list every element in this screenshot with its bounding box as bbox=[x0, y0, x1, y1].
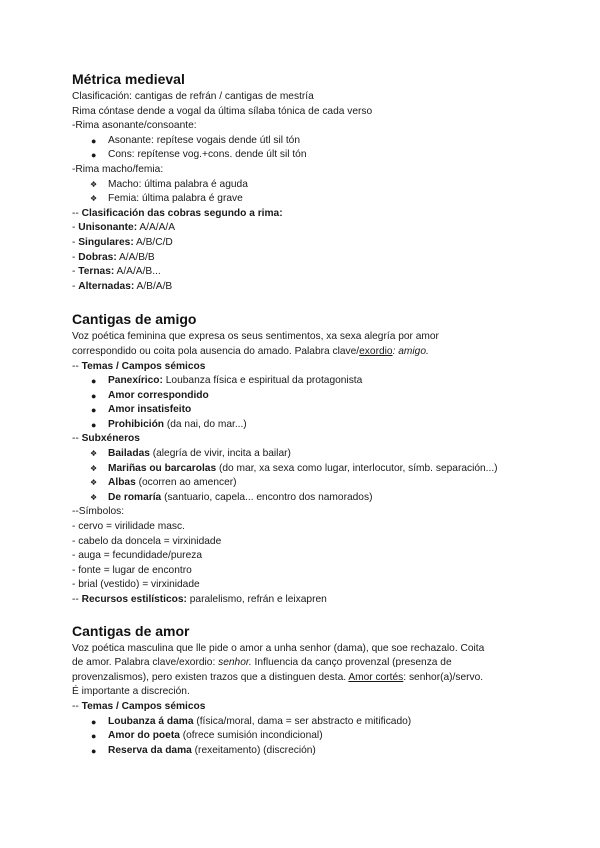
diamond-bullet-icon: ❖ bbox=[90, 179, 98, 189]
bullet-icon: ● bbox=[91, 390, 97, 401]
recursos-line: -- Recursos estilísticos: paralelismo, refrán e leixapren bbox=[72, 594, 327, 605]
diamond-bullet-icon: ❖ bbox=[90, 478, 98, 488]
simbolo-item: - cervo = virilidade masc. bbox=[72, 521, 185, 533]
diamond-bullet-icon: ❖ bbox=[90, 463, 98, 473]
simbolo-item: - brial (vestido) = virxinidade bbox=[72, 579, 200, 591]
text-line: -Rima asonante/consoante: bbox=[72, 120, 197, 132]
bullet-icon: ● bbox=[91, 419, 97, 430]
text-line: Rima cóntase dende a vogal da última sílaba tónica de cada verso bbox=[72, 105, 373, 117]
text-line: Voz poética feminina que expresa os seus sentimentos, xa sexa alegría por amor bbox=[72, 331, 439, 343]
list-item: ● Prohibición (da nai, do mar...) bbox=[72, 418, 542, 433]
cobra-item: - Dobras: A/A/B/B bbox=[72, 251, 155, 263]
temas-list bbox=[72, 374, 542, 432]
temas-heading: -- Temas / Campos sémicos bbox=[72, 360, 206, 372]
bullet-icon: ● bbox=[91, 150, 97, 161]
bullet-icon: ● bbox=[91, 405, 97, 416]
cobra-item: - Alternadas: A/B/A/B bbox=[72, 280, 173, 292]
list-item: ● Panexírico: Loubanza física e espiritual da protagonista bbox=[72, 374, 542, 389]
cobra-item: - Singulares: A/B/C/D bbox=[72, 236, 173, 248]
document-content bbox=[72, 70, 542, 758]
simbolo-item: - fonte = lugar de encontro bbox=[72, 564, 192, 576]
list-item: ● Amor insatisfeito bbox=[72, 403, 542, 418]
bullet-icon: ● bbox=[91, 745, 97, 756]
list-item: ❖ De romaría (santuario, capela... encontro dos namorados) bbox=[72, 491, 542, 506]
heading-cantigas-de-amigo: Cantigas de amigo bbox=[72, 311, 197, 328]
text-line: Clasificación: cantigas de refrán / cantigas de mestría bbox=[72, 91, 314, 102]
bullet-icon: ● bbox=[91, 135, 97, 146]
list-item: ● Amor do poeta (ofrece sumisión incondicional) bbox=[72, 729, 542, 744]
simbolos-heading: --Símbolos: bbox=[72, 506, 125, 518]
diamond-bullet-icon: ❖ bbox=[90, 449, 98, 459]
list-item: ● Reserva da dama (rexeitamento) (discreción) bbox=[72, 744, 542, 759]
simbolo-item: - cabelo da doncela = virxinidade bbox=[72, 535, 222, 547]
subxeneros-heading: -- Subxéneros bbox=[72, 433, 140, 445]
list-item: ❖ Mariñas ou barcarolas (do mar, xa sexa como lugar, interlocutor, símb. separación...) bbox=[72, 462, 503, 477]
bullet-icon: ● bbox=[91, 731, 97, 742]
temas-list bbox=[72, 715, 542, 759]
list-item: ❖ Albas (ocorren ao amencer) bbox=[72, 476, 542, 491]
list-item: ● Amor correspondido bbox=[72, 389, 542, 404]
list-item: ● Cons: repítense vog.+cons. dende últ sil tón bbox=[72, 148, 542, 163]
text-line: Voz poética masculina que lle pide o amor a unha senhor (dama), que soe rechazalo. Coita bbox=[72, 642, 485, 654]
list-item: ● Loubanza á dama (física/moral, dama = ser abstracto e mitificado) bbox=[72, 715, 542, 730]
bullet-icon: ● bbox=[91, 376, 97, 387]
temas-heading: -- Temas / Campos sémicos bbox=[72, 700, 206, 712]
diamond-bullet-icon: ❖ bbox=[90, 492, 98, 502]
heading-metrica-medieval: Métrica medieval bbox=[72, 71, 185, 87]
list-item: ❖ Femia: última palabra é grave bbox=[72, 192, 542, 207]
text-line: É importante a discreción. bbox=[72, 686, 190, 698]
rima-asonante-list bbox=[72, 134, 542, 163]
diamond-bullet-icon: ❖ bbox=[90, 194, 98, 204]
list-item: ● Asonante: repítese vogais dende útl sil tón bbox=[72, 134, 542, 149]
text-line: correspondido ou coita pola ausencia do amado. Palabra clave/exordio: amigo. bbox=[72, 345, 429, 357]
text-line: provenzalismos), pero existen trazos que a distinguen desta. Amor cortés: senhor(a)/servo. bbox=[72, 671, 484, 683]
cobra-item: - Ternas: A/A/A/B... bbox=[72, 266, 161, 278]
text-line: de amor. Palabra clave/exordio: senhor. Influencia da canço provenzal (presenza de bbox=[72, 657, 452, 669]
heading-cantigas-de-amor: Cantigas de amor bbox=[72, 622, 190, 639]
cobra-item: - Unisonante: A/A/A/A bbox=[72, 222, 176, 234]
list-item: ❖ Bailadas (alegría de vivir, incita a bailar) bbox=[72, 447, 542, 462]
list-item: ❖ Macho: última palabra é aguda bbox=[72, 178, 542, 193]
simbolo-item: - auga = fecundidade/pureza bbox=[72, 550, 202, 562]
cobras-heading: -- Clasificación das cobras segundo a rima: bbox=[72, 207, 283, 219]
rima-macho-list bbox=[72, 178, 542, 207]
text-line: -Rima macho/femia: bbox=[72, 163, 164, 175]
subxeneros-list bbox=[72, 447, 542, 505]
bullet-icon: ● bbox=[91, 716, 97, 727]
